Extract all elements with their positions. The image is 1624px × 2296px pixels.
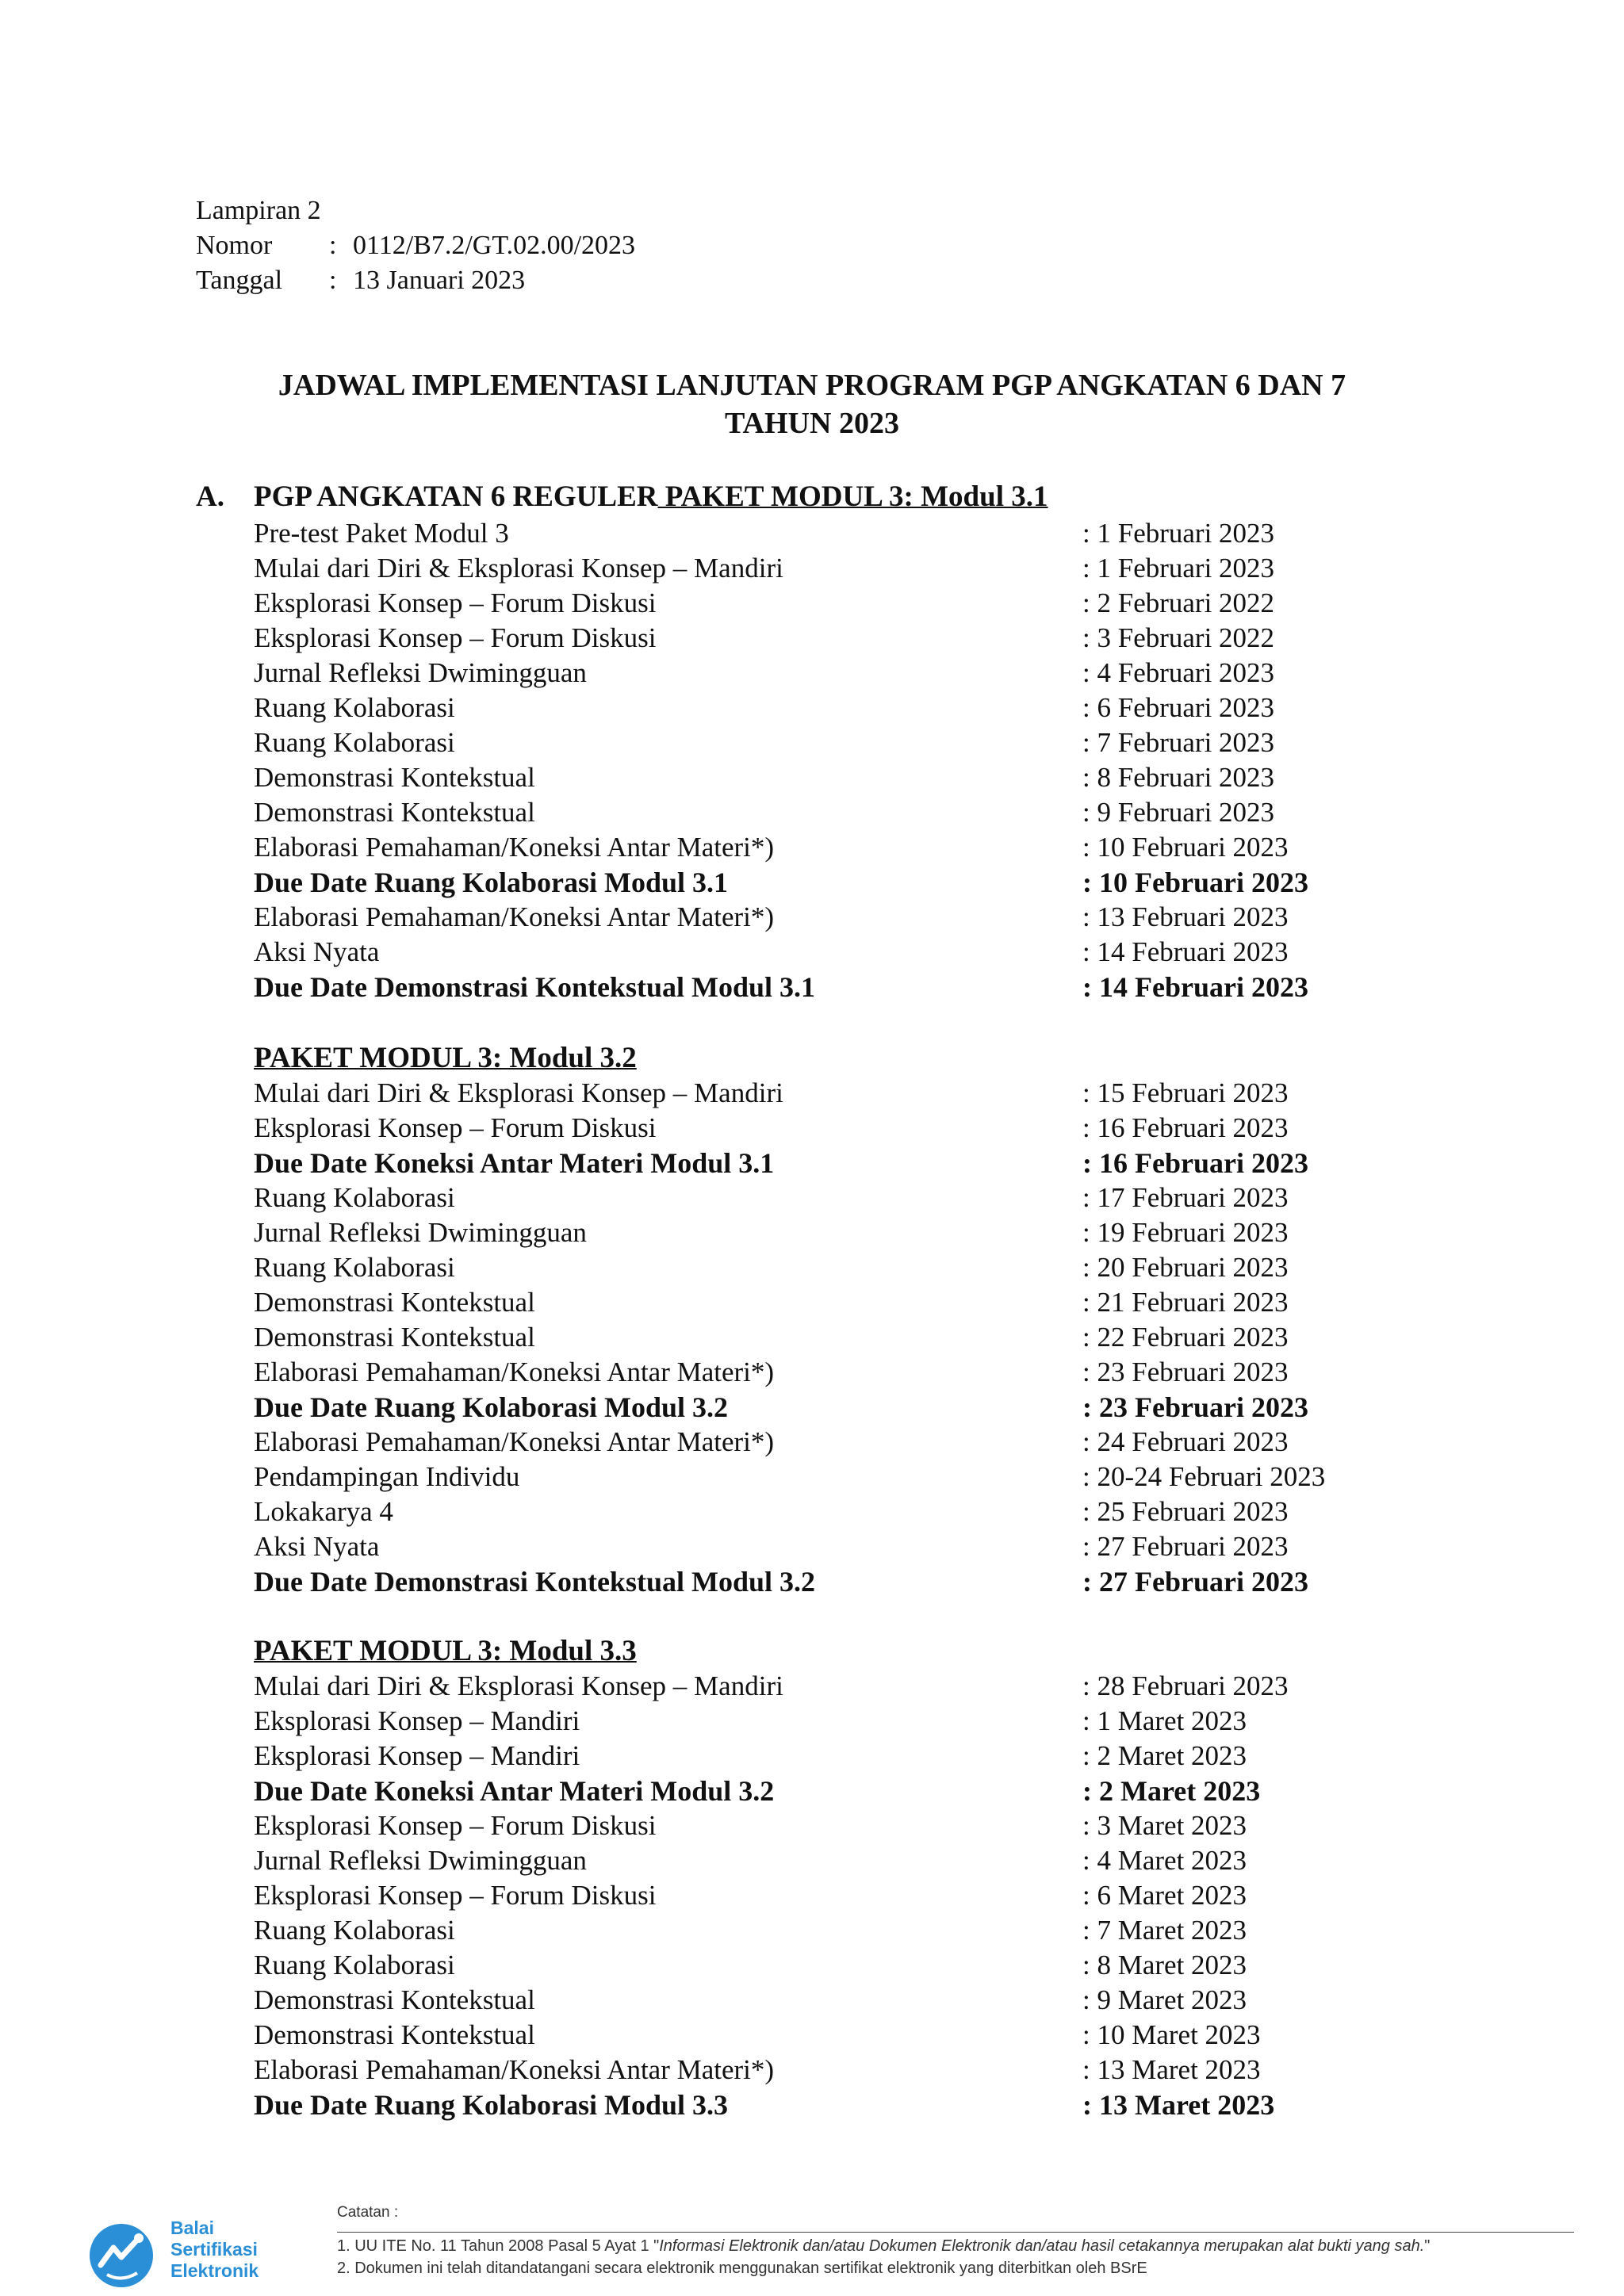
activity-date: : 7 Februari 2023 [1082,727,1275,758]
schedule-row [254,935,1443,970]
due-date-row [254,1774,1443,1808]
activity-date: : 16 Februari 2023 [1082,1147,1308,1179]
logo-text-line-3: Elektronik [170,2260,259,2281]
schedule-row [254,1913,1443,1948]
schedule-row [254,516,1443,551]
schedule-row [254,1669,1443,1704]
activity-date: : 3 Februari 2022 [1082,622,1275,653]
due-date-row [254,2087,1443,2122]
schedule-row [254,656,1443,691]
activity-label: Lokakarya 4 [254,1496,393,1527]
activity-date: : 14 Februari 2023 [1082,936,1289,967]
logo-text-line-1: Balai [170,2218,214,2238]
title-line-2: TAHUN 2023 [725,407,899,440]
due-date-row [254,865,1443,900]
nomor-line [196,228,635,263]
activity-date: : 13 Februari 2023 [1082,901,1289,932]
section-a-heading [196,480,1048,515]
activity-label: Aksi Nyata [254,1531,380,1562]
activity-label: Demonstrasi Kontekstual [254,1287,535,1318]
activity-label: Due Date Koneksi Antar Materi Modul 3.2 [254,1775,775,1807]
schedule-row [254,1739,1443,1774]
activity-label: Ruang Kolaborasi [254,1252,455,1283]
schedule-row [254,830,1443,865]
activity-date: : 1 Februari 2023 [1082,518,1275,549]
section-heading-plain: PGP ANGKATAN 6 REGULER [254,480,658,513]
schedule-row [254,1215,1443,1250]
due-date-row [254,1390,1443,1425]
activity-label: Eksplorasi Konsep – Mandiri [254,1740,580,1771]
activity-label: Aksi Nyata [254,936,380,967]
schedule-row [254,1250,1443,1285]
note-1-prefix: 1. UU ITE No. 11 Tahun 2008 Pasal 5 Ayat 1 " [337,2237,660,2255]
page-footer [0,2180,1624,2296]
activity-label: Demonstrasi Kontekstual [254,797,535,828]
schedule-row [254,900,1443,935]
activity-date: : 10 Februari 2023 [1082,832,1289,863]
activity-date: : 6 Februari 2023 [1082,692,1275,723]
tanggal-label: Tanggal [196,266,283,295]
bsre-logo [83,2216,289,2291]
activity-date: : 13 Maret 2023 [1082,2089,1275,2121]
activity-date: : 27 Februari 2023 [1082,1566,1308,1598]
activity-label: Elaborasi Pemahaman/Koneksi Antar Materi*) [254,1357,775,1387]
activity-label: Demonstrasi Kontekstual [254,762,535,793]
schedule-row [254,760,1443,795]
footer-note-2: 2. Dokumen ini telah ditandatangani secara elektronik menggunakan sertifikat elektronik yang diterbitkan oleh BSrE [337,2260,1147,2277]
activity-label: Pre-test Paket Modul 3 [254,518,509,549]
activity-date: : 8 Maret 2023 [1082,1950,1247,1980]
activity-label: Due Date Demonstrasi Kontekstual Modul 3.2 [254,1566,815,1598]
activity-label: Eksplorasi Konsep – Forum Diskusi [254,1810,657,1841]
activity-label: Eksplorasi Konsep – Forum Diskusi [254,622,657,653]
schedule-row [254,1285,1443,1320]
schedule-row [254,1111,1443,1146]
activity-label: Eksplorasi Konsep – Forum Diskusi [254,1112,657,1143]
activity-date: : 28 Februari 2023 [1082,1670,1289,1701]
schedule-row [254,1843,1443,1878]
activity-date: : 2 Maret 2023 [1082,1775,1261,1807]
section-heading-underlined: PAKET MODUL 3: Modul 3.1 [657,480,1048,513]
schedule-row [254,1425,1443,1460]
due-date-row [254,970,1443,1004]
schedule-modul-3-1 [254,516,1443,1004]
schedule-row [254,1704,1443,1739]
nomor-separator: : [329,231,337,260]
activity-label: Ruang Kolaborasi [254,727,455,758]
activity-date: : 23 Februari 2023 [1082,1391,1308,1423]
activity-label: Due Date Demonstrasi Kontekstual Modul 3.1 [254,971,815,1003]
schedule-row [254,551,1443,586]
activity-label: Ruang Kolaborasi [254,1950,455,1980]
schedule-row [254,586,1443,621]
note-1-suffix: " [1424,2237,1431,2255]
activity-date: : 17 Februari 2023 [1082,1182,1289,1213]
activity-date: : 20-24 Februari 2023 [1082,1461,1326,1492]
activity-label: Eksplorasi Konsep – Forum Diskusi [254,1880,657,1911]
schedule-row [254,2053,1443,2087]
activity-label: Demonstrasi Kontekstual [254,1322,535,1353]
activity-label: Jurnal Refleksi Dwimingguan [254,657,587,688]
paket-3-2-heading: PAKET MODUL 3: Modul 3.2 [254,1042,637,1074]
schedule-row [254,1460,1443,1494]
activity-label: Mulai dari Diri & Eksplorasi Konsep – Mandiri [254,1670,783,1701]
activity-label: Due Date Ruang Kolaborasi Modul 3.2 [254,1391,729,1423]
activity-label: Elaborasi Pemahaman/Koneksi Antar Materi*) [254,832,775,863]
schedule-row [254,1529,1443,1564]
tanggal-separator: : [329,266,337,295]
activity-date: : 1 Februari 2023 [1082,553,1275,584]
activity-date: : 3 Maret 2023 [1082,1810,1247,1841]
activity-date: : 22 Februari 2023 [1082,1322,1289,1353]
activity-date: : 15 Februari 2023 [1082,1077,1289,1108]
schedule-modul-3-2 [254,1076,1443,1599]
activity-date: : 6 Maret 2023 [1082,1880,1247,1911]
schedule-row [254,691,1443,725]
activity-date: : 4 Maret 2023 [1082,1845,1247,1876]
schedule-row [254,621,1443,656]
tanggal-value: 13 Januari 2023 [353,266,526,295]
schedule-row [254,1878,1443,1913]
activity-label: Elaborasi Pemahaman/Koneksi Antar Materi*) [254,2054,775,2085]
footer-note-1 [337,2237,1430,2256]
nomor-value: 0112/B7.2/GT.02.00/2023 [353,231,636,260]
schedule-row [254,2018,1443,2053]
schedule-row [254,1948,1443,1983]
activity-label: Elaborasi Pemahaman/Koneksi Antar Materi*) [254,901,775,932]
activity-date: : 19 Februari 2023 [1082,1217,1289,1248]
activity-date: : 2 Februari 2022 [1082,587,1275,618]
due-date-row [254,1564,1443,1599]
activity-date: : 7 Maret 2023 [1082,1915,1247,1946]
due-date-row [254,1146,1443,1181]
schedule-modul-3-3 [254,1669,1443,2122]
activity-date: : 16 Februari 2023 [1082,1112,1289,1143]
schedule-row [254,725,1443,760]
activity-label: Demonstrasi Kontekstual [254,2019,535,2050]
activity-date: : 20 Februari 2023 [1082,1252,1289,1283]
schedule-row [254,1181,1443,1215]
section-letter: A. [196,480,224,513]
activity-label: Due Date Ruang Kolaborasi Modul 3.3 [254,2089,729,2121]
activity-date: : 23 Februari 2023 [1082,1357,1289,1387]
activity-label: Jurnal Refleksi Dwimingguan [254,1217,587,1248]
catatan-label: Catatan : [337,2204,399,2221]
schedule-row [254,1808,1443,1843]
document-title [0,366,1624,442]
activity-date: : 1 Maret 2023 [1082,1705,1247,1736]
logo-text-line-2: Sertifikasi [170,2239,258,2260]
activity-date: : 8 Februari 2023 [1082,762,1275,793]
letter-header [196,193,635,298]
activity-label: Ruang Kolaborasi [254,692,455,723]
activity-date: : 21 Februari 2023 [1082,1287,1289,1318]
activity-label: Ruang Kolaborasi [254,1182,455,1213]
activity-date: : 10 Februari 2023 [1082,867,1308,898]
schedule-row [254,1320,1443,1355]
schedule-row [254,1494,1443,1529]
tanggal-line [196,263,635,298]
activity-label: Mulai dari Diri & Eksplorasi Konsep – Mandiri [254,1077,783,1108]
paket-3-3-heading: PAKET MODUL 3: Modul 3.3 [254,1635,637,1667]
activity-date: : 9 Maret 2023 [1082,1984,1247,2015]
activity-date: : 27 Februari 2023 [1082,1531,1289,1562]
title-line-1: JADWAL IMPLEMENTASI LANJUTAN PROGRAM PGP ANGKATAN 6 DAN 7 [278,369,1346,402]
activity-label: Jurnal Refleksi Dwimingguan [254,1845,587,1876]
activity-label: Due Date Ruang Kolaborasi Modul 3.1 [254,867,729,898]
footer-divider [337,2232,1574,2233]
activity-label: Elaborasi Pemahaman/Koneksi Antar Materi*) [254,1426,775,1457]
activity-date: : 4 Februari 2023 [1082,657,1275,688]
activity-label: Pendampingan Individu [254,1461,520,1492]
bsre-logo-text [170,2218,259,2282]
activity-date: : 9 Februari 2023 [1082,797,1275,828]
activity-date: : 10 Maret 2023 [1082,2019,1261,2050]
activity-date: : 14 Februari 2023 [1082,971,1308,1003]
lampiran-line: Lampiran 2 [196,196,321,225]
bsre-logo-icon [83,2216,163,2291]
activity-label: Eksplorasi Konsep – Mandiri [254,1705,580,1736]
activity-date: : 24 Februari 2023 [1082,1426,1289,1457]
activity-date: : 13 Maret 2023 [1082,2054,1261,2085]
schedule-row [254,1076,1443,1111]
activity-date: : 2 Maret 2023 [1082,1740,1247,1771]
note-1-italic: Informasi Elektronik dan/atau Dokumen Elektronik dan/atau hasil cetakannya merupakan alat bukti yang sah. [659,2237,1425,2255]
schedule-row [254,1983,1443,2018]
activity-label: Eksplorasi Konsep – Forum Diskusi [254,587,657,618]
nomor-label: Nomor [196,231,273,260]
activity-label: Ruang Kolaborasi [254,1915,455,1946]
activity-date: : 25 Februari 2023 [1082,1496,1289,1527]
activity-label: Mulai dari Diri & Eksplorasi Konsep – Mandiri [254,553,783,584]
schedule-row [254,1355,1443,1390]
schedule-row [254,795,1443,830]
activity-label: Demonstrasi Kontekstual [254,1984,535,2015]
activity-label: Due Date Koneksi Antar Materi Modul 3.1 [254,1147,775,1179]
